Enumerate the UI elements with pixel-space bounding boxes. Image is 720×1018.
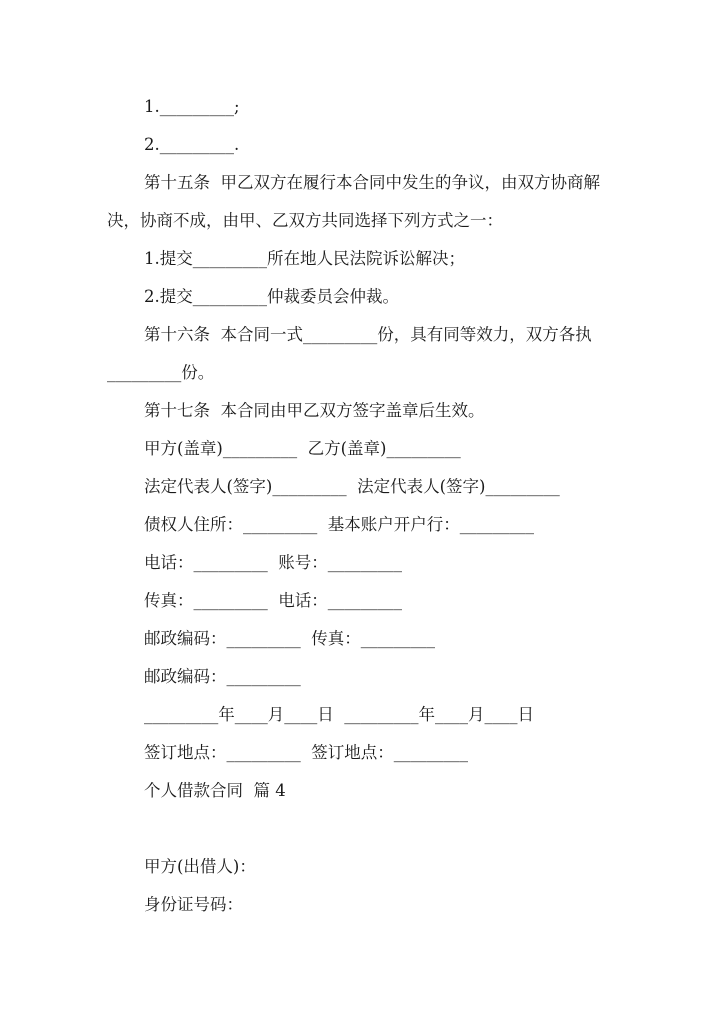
party-a-label: 甲方(出借人)：	[144, 857, 256, 876]
postcode-fax-line: 邮政编码：_________ 传真：_________	[144, 629, 435, 648]
postcode-line: 邮政编码：_________	[144, 667, 301, 686]
article-16-line-2: _________份。	[107, 363, 215, 382]
phone-account-line: 电话：_________ 账号：_________	[144, 553, 402, 572]
id-number-label: 身份证号码：	[144, 895, 243, 914]
signing-place-line: 签订地点：_________ 签订地点：_________	[144, 743, 468, 762]
article-17: 第十七条 本合同由甲乙双方签字盖章后生效。	[144, 401, 485, 420]
dispute-option-2: 2.提交_________仲裁委员会仲裁。	[144, 287, 399, 306]
dispute-option-1: 1.提交_________所在地人民法院诉讼解决；	[144, 249, 465, 268]
legal-representative-line: 法定代表人(签字)_________ 法定代表人(签字)_________	[144, 477, 560, 496]
article-15-line-2: 决，协商不成，由甲、乙双方共同选择下列方式之一：	[107, 211, 503, 230]
section-heading: 个人借款合同 篇 4	[144, 781, 286, 800]
fax-phone-line: 传真：_________ 电话：_________	[144, 591, 402, 610]
clause-item-2: 2._________.	[144, 135, 240, 154]
signature-seal-line: 甲方(盖章)_________ 乙方(盖章)_________	[144, 439, 461, 458]
clause-item-1: 1._________;	[144, 97, 240, 116]
article-16-line-1: 第十六条 本合同一式_________份，具有同等效力，双方各执	[144, 325, 592, 344]
article-15-line-1: 第十五条 甲乙双方在履行本合同中发生的争议，由双方协商解	[144, 173, 600, 192]
address-bank-line: 债权人住所：_________ 基本账户开户行：_________	[144, 515, 534, 534]
date-line: _________年____月____日 _________年____月____日	[144, 705, 534, 724]
